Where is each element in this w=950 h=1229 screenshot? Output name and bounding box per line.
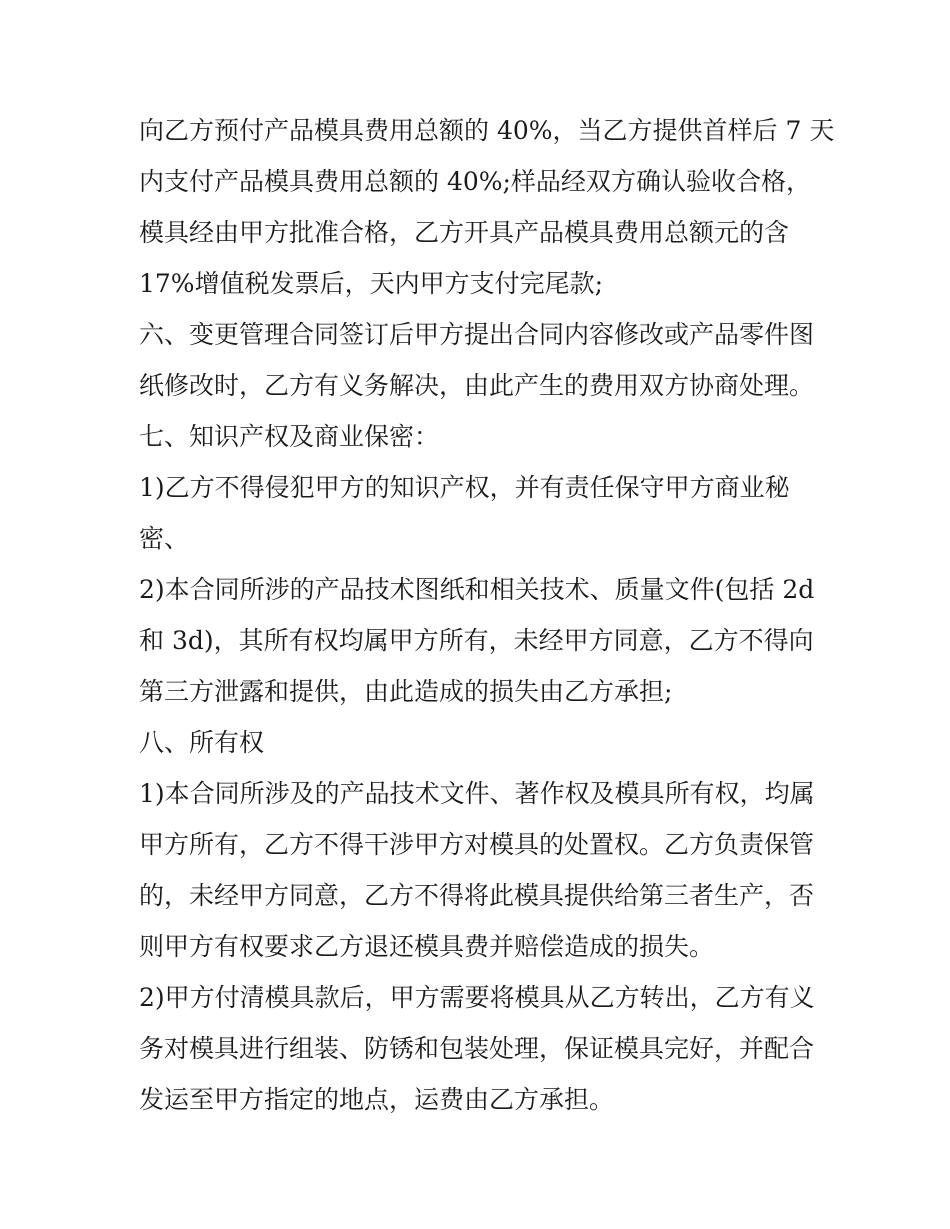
text-line: 务对模具进行组装、防锈和包装处理，保证模具完好，并配合	[139, 1034, 815, 1063]
text-line: 纸修改时，乙方有义务解决，由此产生的费用双方协商处理。	[139, 371, 815, 400]
section-8-heading: 八、所有权	[139, 728, 265, 757]
clause-7-2-line: 2)本合同所涉的产品技术图纸和相关技术、质量文件(包括 2d	[139, 575, 815, 604]
section-6-heading-line: 六、变更管理合同签订后甲方提出合同内容修改或产品零件图	[139, 320, 815, 349]
text-line: 模具经由甲方批准合格，乙方开具产品模具费用总额元的含	[139, 218, 790, 247]
clause-7-1-line: 1)乙方不得侵犯甲方的知识产权，并有责任保守甲方商业秘	[139, 473, 790, 502]
text-line: 内支付产品模具费用总额的 40%;样品经双方确认验收合格，	[139, 167, 811, 196]
text-line: 发运至甲方指定的地点，运费由乙方承担。	[139, 1085, 615, 1114]
text-line: 甲方所有，乙方不得干涉甲方对模具的处置权。乙方负责保管	[139, 830, 815, 859]
text-line: 和 3d)，其所有权均属甲方所有，未经甲方同意，乙方不得向	[139, 626, 814, 655]
text-line: 第三方泄露和提供，由此造成的损失由乙方承担;	[139, 677, 673, 706]
text-line: 17%增值税发票后，天内甲方支付完尾款;	[139, 269, 603, 298]
clause-8-1-line: 1)本合同所涉及的产品技术文件、著作权及模具所有权，均属	[139, 779, 815, 808]
text-line: 密、	[139, 524, 190, 553]
section-7-heading: 七、知识产权及商业保密：	[139, 422, 440, 451]
text-line: 则甲方有权要求乙方退还模具费并赔偿造成的损失。	[139, 932, 715, 961]
contract-text	[139, 105, 835, 1125]
text-line: 向乙方预付产品模具费用总额的 40%，当乙方提供首样后 7 天	[139, 116, 835, 145]
clause-8-2-line: 2)甲方付清模具款后，甲方需要将模具从乙方转出，乙方有义	[139, 983, 815, 1012]
text-line: 的，未经甲方同意，乙方不得将此模具提供给第三者生产，否	[139, 881, 815, 910]
